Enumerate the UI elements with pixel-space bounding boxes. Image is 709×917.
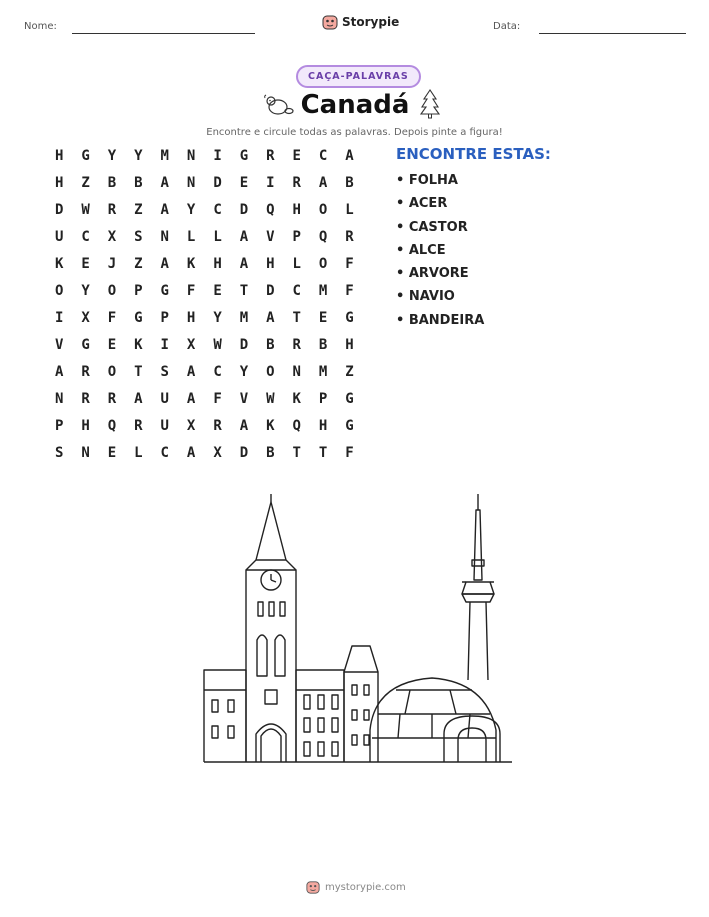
grid-cell[interactable]: N bbox=[81, 445, 90, 461]
grid-cell[interactable]: G bbox=[160, 283, 169, 299]
grid-cell[interactable]: P bbox=[160, 310, 169, 326]
grid-cell[interactable]: N bbox=[54, 391, 64, 407]
grid-cell[interactable]: O bbox=[54, 283, 64, 299]
grid-cell[interactable]: A bbox=[239, 229, 249, 245]
grid-cell[interactable]: E bbox=[239, 175, 249, 191]
grid-cell[interactable]: N bbox=[160, 229, 169, 245]
grid-cell[interactable]: H bbox=[81, 418, 90, 434]
grid-cell[interactable]: H bbox=[318, 418, 328, 434]
word-list-item: • BANDEIRA bbox=[396, 312, 485, 328]
grid-cell[interactable]: I bbox=[266, 175, 275, 191]
grid-cell[interactable]: E bbox=[292, 148, 301, 164]
grid-cell[interactable]: Y bbox=[213, 310, 222, 326]
grid-cell[interactable]: P bbox=[134, 283, 143, 299]
grid-cell[interactable]: L bbox=[292, 256, 301, 272]
grid-cell[interactable]: S bbox=[134, 229, 143, 245]
word-list bbox=[396, 169, 484, 332]
word-list-title: ENCONTRE ESTAS: bbox=[396, 145, 551, 163]
date-line[interactable] bbox=[539, 33, 686, 34]
grid-cell[interactable]: F bbox=[107, 310, 117, 326]
grid-cell[interactable]: M bbox=[318, 283, 328, 299]
grid-cell[interactable]: X bbox=[213, 445, 222, 461]
page-title: Canadá bbox=[300, 90, 410, 120]
grid-cell[interactable]: D bbox=[266, 283, 275, 299]
grid-cell[interactable]: S bbox=[54, 445, 64, 461]
activity-badge: CAÇA-PALAVRAS bbox=[296, 65, 421, 88]
grid-cell[interactable]: A bbox=[160, 256, 169, 272]
grid-cell[interactable]: R bbox=[345, 229, 354, 245]
grid-cell[interactable]: H bbox=[54, 148, 64, 164]
grid-cell[interactable]: R bbox=[292, 175, 301, 191]
grid-cell[interactable]: K bbox=[54, 256, 64, 272]
grid-cell[interactable]: B bbox=[134, 175, 143, 191]
grid-cell[interactable]: G bbox=[134, 310, 143, 326]
grid-cell[interactable]: A bbox=[134, 391, 143, 407]
grid-cell[interactable]: R bbox=[81, 364, 90, 380]
grid-cell[interactable]: K bbox=[292, 391, 301, 407]
grid-cell[interactable]: I bbox=[213, 148, 222, 164]
date-label: Data: bbox=[493, 21, 521, 32]
grid-cell[interactable]: D bbox=[213, 175, 222, 191]
grid-cell[interactable]: G bbox=[239, 148, 249, 164]
grid-cell[interactable]: Y bbox=[107, 148, 117, 164]
grid-cell[interactable]: R bbox=[213, 418, 222, 434]
grid-cell[interactable]: Z bbox=[134, 256, 143, 272]
grid-cell[interactable]: R bbox=[81, 391, 90, 407]
grid-cell[interactable]: F bbox=[345, 445, 354, 461]
grid-cell[interactable]: I bbox=[160, 337, 169, 353]
grid-cell[interactable]: A bbox=[318, 175, 328, 191]
grid-cell[interactable]: X bbox=[81, 310, 90, 326]
grid-cell[interactable]: D bbox=[54, 202, 64, 218]
grid-cell[interactable]: Q bbox=[266, 202, 275, 218]
grid-cell[interactable]: I bbox=[54, 310, 64, 326]
grid-cell[interactable]: B bbox=[107, 175, 117, 191]
word-list-item: • ARVORE bbox=[396, 266, 469, 282]
grid-cell[interactable]: V bbox=[266, 229, 275, 245]
grid-cell[interactable]: J bbox=[107, 256, 117, 272]
grid-cell[interactable]: C bbox=[160, 445, 169, 461]
name-label: Nome: bbox=[24, 21, 57, 32]
grid-cell[interactable]: G bbox=[345, 310, 354, 326]
grid-cell[interactable]: G bbox=[81, 148, 90, 164]
grid-cell[interactable]: O bbox=[318, 202, 328, 218]
grid-cell[interactable]: P bbox=[54, 418, 64, 434]
grid-cell[interactable]: N bbox=[292, 364, 301, 380]
grid-cell[interactable]: C bbox=[292, 283, 301, 299]
grid-cell[interactable]: K bbox=[134, 337, 143, 353]
grid-cell[interactable]: N bbox=[186, 175, 196, 191]
grid-cell[interactable]: U bbox=[54, 229, 64, 245]
grid-cell[interactable]: D bbox=[239, 202, 249, 218]
word-list-item: • ALCE bbox=[396, 242, 446, 258]
canada-landmarks-illustration bbox=[200, 490, 518, 770]
grid-cell[interactable]: E bbox=[107, 337, 117, 353]
grid-cell[interactable]: G bbox=[81, 337, 90, 353]
instructions: Encontre e circule todas as palavras. Depois pinte a figura! bbox=[206, 127, 503, 138]
grid-cell[interactable]: H bbox=[266, 256, 275, 272]
grid-cell[interactable]: T bbox=[239, 283, 249, 299]
word-search-grid bbox=[46, 143, 363, 467]
grid-cell[interactable]: V bbox=[54, 337, 64, 353]
grid-cell[interactable]: G bbox=[345, 418, 354, 434]
grid-cell[interactable]: B bbox=[318, 337, 328, 353]
grid-cell[interactable]: Y bbox=[134, 148, 143, 164]
grid-cell[interactable]: R bbox=[107, 391, 117, 407]
grid-cell[interactable]: H bbox=[54, 175, 64, 191]
grid-cell[interactable]: A bbox=[160, 202, 169, 218]
beaver-icon bbox=[262, 92, 294, 118]
grid-cell[interactable]: L bbox=[213, 229, 222, 245]
grid-cell[interactable]: C bbox=[213, 364, 222, 380]
grid-cell[interactable]: T bbox=[134, 364, 143, 380]
grid-cell[interactable]: U bbox=[160, 391, 169, 407]
grid-cell[interactable]: A bbox=[186, 391, 196, 407]
grid-cell[interactable]: C bbox=[81, 229, 90, 245]
name-line[interactable] bbox=[72, 33, 255, 34]
grid-cell[interactable]: E bbox=[318, 310, 328, 326]
footer bbox=[306, 880, 406, 894]
grid-cell[interactable]: H bbox=[292, 202, 301, 218]
grid-cell[interactable]: O bbox=[107, 283, 117, 299]
grid-cell[interactable]: R bbox=[266, 148, 275, 164]
grid-cell[interactable]: X bbox=[186, 418, 196, 434]
grid-cell[interactable]: Q bbox=[318, 229, 328, 245]
grid-cell[interactable]: A bbox=[160, 175, 169, 191]
grid-cell[interactable]: O bbox=[318, 256, 328, 272]
grid-cell[interactable]: O bbox=[107, 364, 117, 380]
grid-cell[interactable]: M bbox=[318, 364, 328, 380]
grid-cell[interactable]: U bbox=[160, 418, 169, 434]
grid-cell[interactable]: T bbox=[292, 445, 301, 461]
word-list-item: • ACER bbox=[396, 196, 448, 212]
grid-cell[interactable]: F bbox=[345, 283, 354, 299]
grid-cell[interactable]: Q bbox=[107, 418, 117, 434]
grid-cell[interactable]: H bbox=[345, 337, 354, 353]
grid-cell[interactable]: E bbox=[81, 256, 90, 272]
grid-cell[interactable]: A bbox=[239, 256, 249, 272]
grid-cell[interactable]: R bbox=[134, 418, 143, 434]
grid-cell[interactable]: O bbox=[266, 364, 275, 380]
grid-cell[interactable]: T bbox=[318, 445, 328, 461]
grid-cell[interactable]: Y bbox=[239, 364, 249, 380]
grid-cell[interactable]: R bbox=[292, 337, 301, 353]
grid-cell[interactable]: A bbox=[266, 310, 275, 326]
grid-cell[interactable]: M bbox=[239, 310, 249, 326]
grid-cell[interactable]: T bbox=[292, 310, 301, 326]
grid-cell[interactable]: H bbox=[186, 310, 196, 326]
grid-cell[interactable]: R bbox=[107, 202, 117, 218]
grid-cell[interactable]: Z bbox=[81, 175, 90, 191]
grid-cell[interactable]: A bbox=[186, 364, 196, 380]
grid-cell[interactable]: A bbox=[186, 445, 196, 461]
grid-cell[interactable]: L bbox=[345, 202, 354, 218]
grid-cell[interactable]: X bbox=[107, 229, 117, 245]
word-list-item: • CASTOR bbox=[396, 219, 468, 235]
grid-cell[interactable]: P bbox=[292, 229, 301, 245]
grid-cell[interactable]: V bbox=[239, 391, 249, 407]
grid-cell[interactable]: D bbox=[239, 337, 249, 353]
grid-cell[interactable]: D bbox=[239, 445, 249, 461]
grid-cell[interactable]: M bbox=[160, 148, 169, 164]
grid-cell[interactable]: A bbox=[345, 148, 354, 164]
grid-cell[interactable]: C bbox=[213, 202, 222, 218]
grid-cell[interactable]: Y bbox=[81, 283, 90, 299]
grid-cell[interactable]: W bbox=[266, 391, 275, 407]
word-list-item: • FOLHA bbox=[396, 173, 458, 188]
grid-cell[interactable]: W bbox=[81, 202, 90, 218]
grid-cell[interactable]: W bbox=[213, 337, 222, 353]
grid-cell[interactable]: A bbox=[239, 418, 249, 434]
grid-cell[interactable]: Y bbox=[186, 202, 196, 218]
grid-cell[interactable]: Z bbox=[134, 202, 143, 218]
storypie-logo-icon bbox=[322, 14, 338, 30]
grid-cell[interactable]: C bbox=[318, 148, 328, 164]
grid-cell[interactable]: G bbox=[345, 391, 354, 407]
grid-cell[interactable]: E bbox=[107, 445, 117, 461]
grid-cell[interactable]: N bbox=[186, 148, 196, 164]
grid-cell[interactable]: Z bbox=[345, 364, 354, 380]
grid-cell[interactable]: Q bbox=[292, 418, 301, 434]
grid-cell[interactable]: H bbox=[213, 256, 222, 272]
grid-cell[interactable]: A bbox=[54, 364, 64, 380]
grid-cell[interactable]: E bbox=[213, 283, 222, 299]
grid-cell[interactable]: B bbox=[266, 445, 275, 461]
brand bbox=[322, 14, 399, 30]
brand-name: Storypie bbox=[342, 15, 400, 29]
grid-cell[interactable]: L bbox=[186, 229, 196, 245]
grid-cell[interactable]: F bbox=[186, 283, 196, 299]
footer-url[interactable]: mystorypie.com bbox=[325, 881, 406, 893]
grid-cell[interactable]: P bbox=[318, 391, 328, 407]
grid-cell[interactable]: L bbox=[134, 445, 143, 461]
grid-cell[interactable]: F bbox=[345, 256, 354, 272]
grid-cell[interactable]: B bbox=[266, 337, 275, 353]
grid-cell[interactable]: B bbox=[345, 175, 354, 191]
storypie-logo-icon bbox=[306, 880, 320, 894]
pine-tree-icon bbox=[418, 88, 442, 120]
word-list-item: • NAVIO bbox=[396, 289, 455, 305]
grid-cell[interactable]: S bbox=[160, 364, 169, 380]
grid-cell[interactable]: K bbox=[186, 256, 196, 272]
grid-cell[interactable]: K bbox=[266, 418, 275, 434]
grid-cell[interactable]: F bbox=[213, 391, 222, 407]
grid-cell[interactable]: X bbox=[186, 337, 196, 353]
